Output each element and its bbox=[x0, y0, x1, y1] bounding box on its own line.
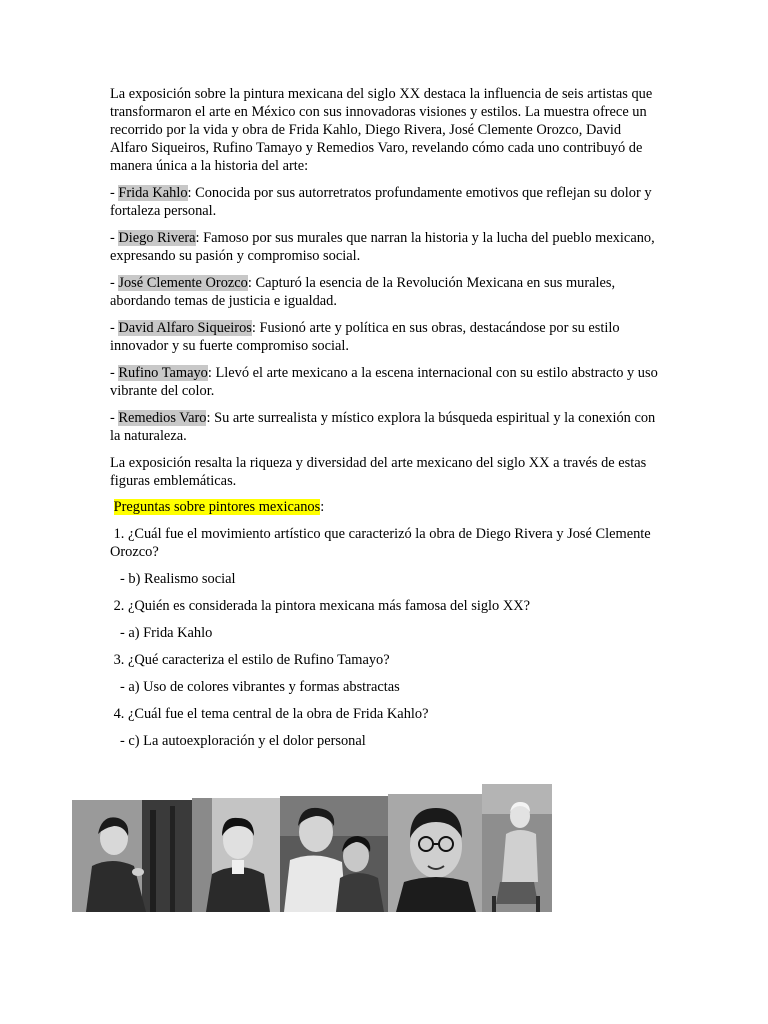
artist-photo-4 bbox=[388, 794, 484, 912]
artist-prefix: - bbox=[110, 275, 119, 291]
artist-item-varo bbox=[110, 409, 658, 445]
artist-photo-5 bbox=[482, 784, 552, 912]
artist-name: José Clemente Orozco bbox=[118, 275, 248, 291]
artist-prefix: - bbox=[110, 320, 119, 336]
question-text: 3. ¿Qué caracteriza el estilo de Rufino Tamayo? bbox=[113, 652, 390, 668]
artist-photo-2 bbox=[192, 798, 282, 912]
artist-prefix: - bbox=[110, 410, 119, 426]
question-3 bbox=[110, 651, 658, 669]
artist-description: : Conocida por sus autorretratos profundamente emotivos que reflejan su dolor y fortaleza personal. bbox=[110, 185, 652, 219]
artist-description: : Llevó el arte mexicano a la escena internacional con su estilo abstracto y uso vibrante del color. bbox=[110, 365, 658, 399]
artist-description: : Capturó la esencia de la Revolución Mexicana en sus murales, abordando temas de justicia e igualdad. bbox=[110, 275, 616, 309]
answer-1: - b) Realismo social bbox=[120, 571, 236, 587]
artist-item-rivera bbox=[110, 229, 658, 265]
intro-paragraph: La exposición sobre la pintura mexicana del siglo XX destaca la influencia de seis artistas que transformaron el arte en México con sus innovadoras visiones y estilos. La muestra ofrece un recorrido por la vida y obra de Frida Kahlo, Diego Rivera, José Clemente Orozco, David Alfaro Siqueiros, Rufino Tamayo y Remedios Varo, revelando cómo cada uno contribuyó de manera única a la historia del arte: bbox=[110, 86, 653, 174]
artist-description: : Famoso por sus murales que narran la historia y la lucha del pueblo mexicano, expresando su pasión y compromiso social. bbox=[110, 230, 655, 264]
artist-name: David Alfaro Siqueiros bbox=[118, 320, 252, 336]
answer-4: - c) La autoexploración y el dolor personal bbox=[120, 733, 366, 749]
closing-paragraph: La exposición resalta la riqueza y diversidad del arte mexicano del siglo XX a través de estas figuras emblemáticas. bbox=[110, 455, 647, 489]
artist-prefix: - bbox=[110, 365, 119, 381]
artist-item-siqueiros bbox=[110, 319, 658, 355]
question-text: 2. ¿Quién es considerada la pintora mexicana más famosa del siglo XX? bbox=[113, 598, 530, 614]
answer-2: - a) Frida Kahlo bbox=[120, 625, 213, 641]
artist-photo-collage bbox=[72, 784, 552, 914]
artist-name: Diego Rivera bbox=[118, 230, 196, 246]
question-2 bbox=[110, 597, 658, 615]
questions-heading bbox=[110, 498, 658, 516]
questions-title: Preguntas sobre pintores mexicanos bbox=[113, 499, 321, 515]
document-body bbox=[110, 85, 658, 759]
artist-name: Remedios Varo bbox=[118, 410, 207, 426]
artist-item-orozco bbox=[110, 274, 658, 310]
artist-item-kahlo bbox=[110, 184, 658, 220]
question-text: 1. ¿Cuál fue el movimiento artístico que caracterizó la obra de Diego Rivera y José Clemente Orozco? bbox=[110, 526, 651, 560]
artist-description: : Su arte surrealista y místico explora la búsqueda espiritual y la conexión con la naturaleza. bbox=[110, 410, 656, 444]
question-1 bbox=[110, 525, 658, 561]
artist-item-tamayo bbox=[110, 364, 658, 400]
question-4 bbox=[110, 705, 658, 723]
answer-3: - a) Uso de colores vibrantes y formas abstractas bbox=[120, 679, 400, 695]
artist-prefix: - bbox=[110, 230, 119, 246]
artist-photo-3 bbox=[280, 796, 390, 912]
questions-title-colon: : bbox=[320, 499, 325, 515]
artist-photo-1 bbox=[72, 800, 194, 912]
artist-prefix: - bbox=[110, 185, 119, 201]
artist-name: Frida Kahlo bbox=[118, 185, 188, 201]
artist-description: : Fusionó arte y política en sus obras, destacándose por su estilo innovador y su fuerte compromiso social. bbox=[110, 320, 620, 354]
artist-name: Rufino Tamayo bbox=[118, 365, 208, 381]
question-text: 4. ¿Cuál fue el tema central de la obra de Frida Kahlo? bbox=[113, 706, 429, 722]
